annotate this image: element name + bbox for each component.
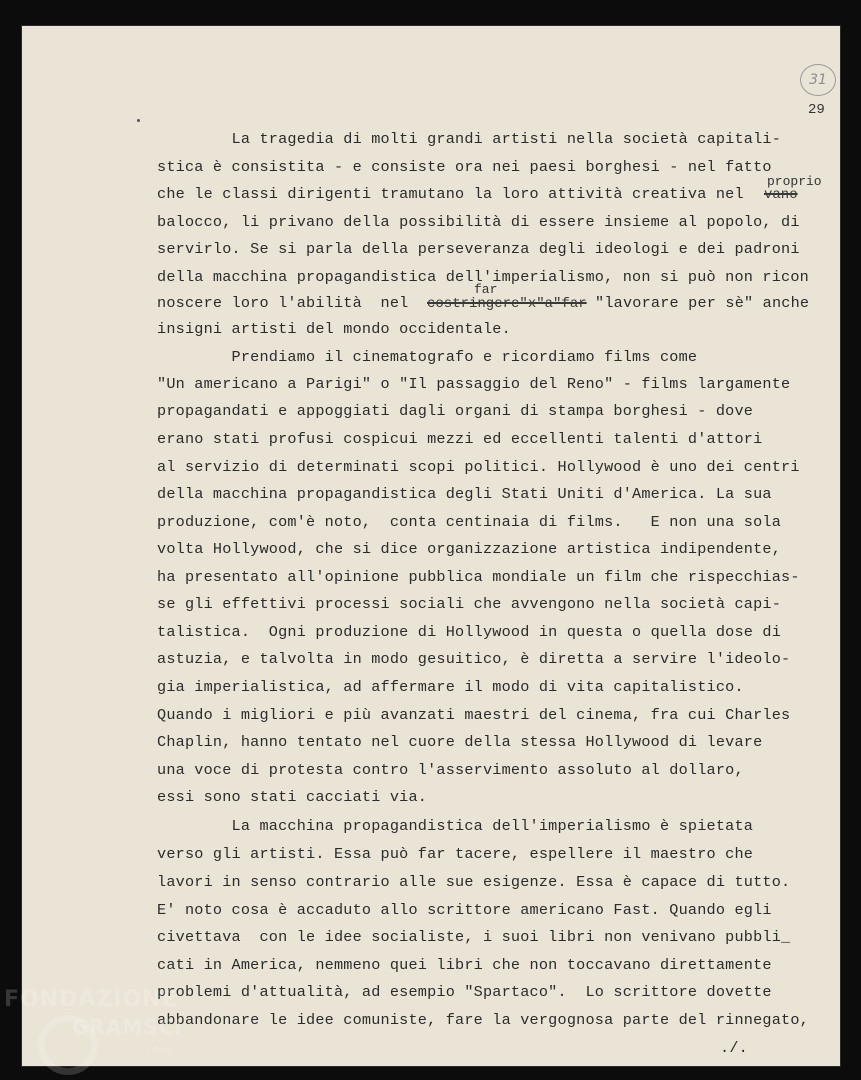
text-line: gia imperialistica, ad affermare il modo di vita capitalistico.	[157, 678, 744, 696]
text-line: balocco, li privano della possibilità di essere insieme al popolo, di	[157, 213, 800, 231]
text-line: noscere loro l'abilità nel	[157, 294, 409, 312]
text-line: La tragedia di molti grandi artisti nella società capitali-	[157, 130, 782, 148]
text-line: problemi d'attualità, ad esempio "Spartaco". Lo scrittore dovette	[157, 983, 772, 1001]
text-line: abbandonare le idee comuniste, fare la vergognosa parte del rinnegato,	[157, 1011, 809, 1029]
text-line: della macchina propagandistica dell'imperialismo, non si può non ricon	[157, 268, 809, 286]
text-line: servirlo. Se si parla della perseveranza degli ideologi e dei padroni	[157, 240, 800, 258]
text-line: della macchina propagandistica degli Stati Uniti d'America. La sua	[157, 485, 772, 503]
correction-far: far	[474, 282, 498, 297]
text-line: civettava con le idee socialiste, i suoi libri non venivano pubbli_	[157, 928, 791, 946]
archive-stamp: 31	[800, 64, 836, 96]
struck-text-costringere: costringere"x"a"far	[427, 296, 587, 312]
text-line: "lavorare per sè" anche	[595, 294, 810, 312]
text-line: E' noto cosa è accaduto allo scrittore americano Fast. Quando egli	[157, 901, 772, 919]
text-line: volta Hollywood, che si dice organizzazione artistica indipendente,	[157, 540, 782, 558]
text-line: lavori in senso contrario alle sue esigenze. Essa è capace di tutto.	[157, 873, 791, 891]
text-line: che le classi dirigenti tramutano la loro attività creativa nel	[157, 185, 744, 203]
text-line: cati in America, nemmeno quei libri che non toccavano direttamente	[157, 956, 772, 974]
text-line: una voce di protesta contro l'asservimento assoluto al dollaro,	[157, 761, 744, 779]
text-line: Prendiamo il cinematografo e ricordiamo films come	[157, 348, 698, 366]
text-line: produzione, com'è noto, conta centinaia di films. E non una sola	[157, 513, 782, 531]
text-line: astuzia, e talvolta in modo gesuitico, è diretta a servire l'ideolo-	[157, 650, 791, 668]
text-line: se gli effettivi processi sociali che avvengono nella società capi-	[157, 595, 782, 613]
text-line: La macchina propagandistica dell'imperialismo è spietata	[157, 817, 754, 835]
text-line: talistica. Ogni produzione di Hollywood in questa o quella dose di	[157, 623, 782, 641]
text-line: erano stati profusi cospicui mezzi ed eccellenti talenti d'attori	[157, 430, 763, 448]
text-line: verso gli artisti. Essa può far tacere, espellere il maestro che	[157, 845, 754, 863]
text-line: ha presentato all'opinione pubblica mondiale un film che rispecchias-	[157, 568, 800, 586]
text-line: propagandati e appoggiati dagli organi di stampa borghesi - dove	[157, 402, 754, 420]
struck-word-vano: vano	[764, 187, 798, 203]
text-line: al servizio di determinati scopi politici. Hollywood è uno dei centri	[157, 458, 800, 476]
correction-proprio: proprio	[767, 174, 822, 189]
text-line: "Un americano a Parigi" o "Il passaggio del Reno" - films largamente	[157, 375, 791, 393]
document-page	[22, 26, 840, 1066]
text-line: Quando i migliori e più avanzati maestri del cinema, fra cui Charles	[157, 706, 791, 724]
text-line: essi sono stati cacciati via.	[157, 788, 428, 806]
text-line: insigni artisti del mondo occidentale.	[157, 320, 511, 338]
continuation-mark: ./.	[720, 1039, 748, 1057]
text-line: stica è consistita - e consiste ora nei paesi borghesi - nel fatto	[157, 158, 772, 176]
margin-dot	[137, 119, 140, 122]
page-number: 29	[808, 102, 825, 118]
text-line: Chaplin, hanno tentato nel cuore della stessa Hollywood di levare	[157, 733, 763, 751]
